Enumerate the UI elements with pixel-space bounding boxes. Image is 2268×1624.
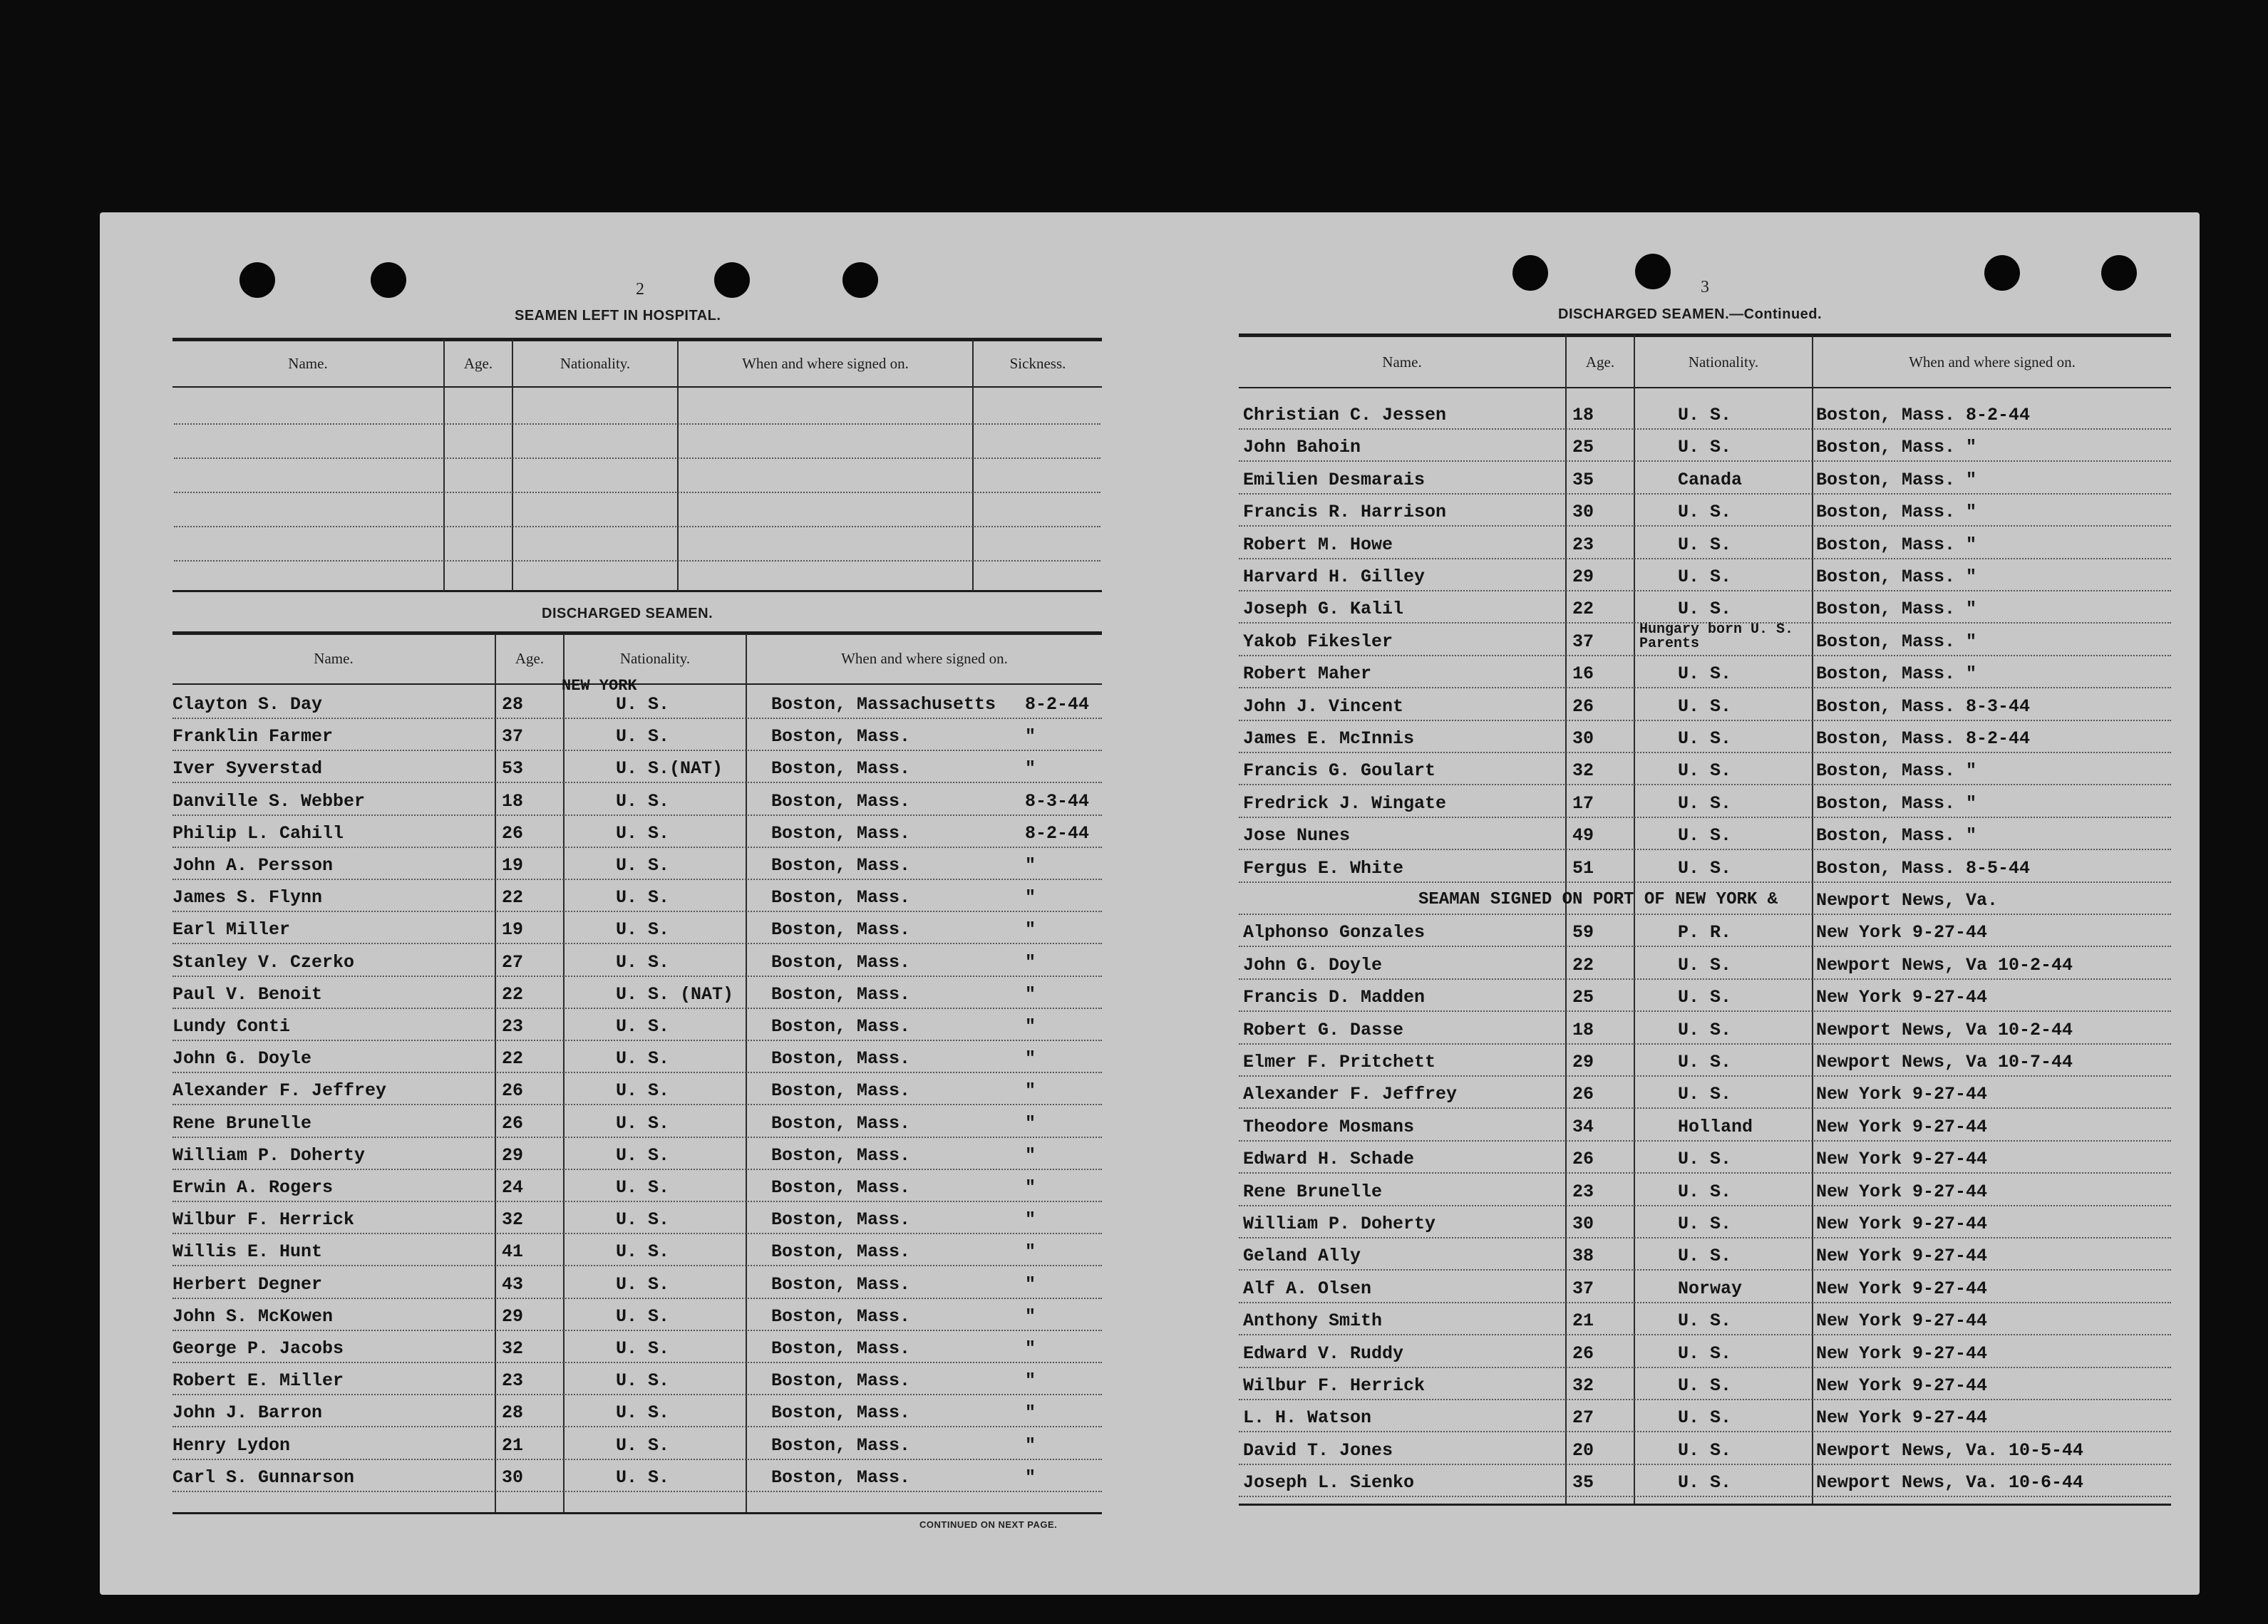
signed-date: ": [1025, 1080, 1036, 1101]
signed-date: 8-3-44: [1025, 791, 1090, 812]
seaman-age: 27: [1572, 1407, 1594, 1428]
new-york-stamp: NEW YORK: [562, 677, 637, 695]
seaman-name: John J. Barron: [172, 1402, 323, 1423]
seaman-age: 29: [502, 1306, 524, 1327]
seaman-nationality: U. S.: [1678, 728, 1732, 749]
seaman-age: 30: [1572, 1214, 1594, 1234]
seaman-name: Robert Maher: [1243, 663, 1372, 684]
seaman-nationality: U. S.: [616, 1435, 670, 1456]
hospital-header-age: Age.: [463, 355, 493, 372]
signed-on: New York 9-27-44: [1816, 1149, 1988, 1169]
seaman-age: 26: [502, 823, 524, 844]
page-number-left: 2: [636, 280, 644, 299]
signed-date: ": [1025, 1177, 1036, 1198]
seaman-name: John G. Doyle: [172, 1048, 312, 1069]
punch-hole: [239, 262, 275, 298]
seaman-name: William P. Doherty: [172, 1145, 366, 1166]
signed-on: New York 9-27-44: [1816, 1278, 1988, 1299]
signed-on: New York 9-27-44: [1816, 1407, 1988, 1428]
signed-on: Boston, Mass. ": [1816, 534, 1977, 555]
seaman-nationality: U. S.: [616, 1080, 670, 1101]
seaman-age: 21: [1572, 1310, 1594, 1331]
seaman-nationality: U. S.: [1678, 1214, 1732, 1234]
seaman-nationality: U. S.: [616, 1016, 670, 1037]
seaman-age: 59: [1572, 922, 1594, 943]
seaman-age: 26: [1572, 696, 1594, 717]
seaman-nationality: U. S.: [1678, 405, 1732, 425]
signed-place: Boston, Mass.: [771, 1435, 911, 1456]
seaman-name: Rene Brunelle: [172, 1113, 312, 1134]
seaman-name: Harvard H. Gilley: [1243, 567, 1426, 587]
seaman-name: Joseph L. Sienko: [1243, 1472, 1415, 1493]
signed-place: Boston, Mass.: [771, 1467, 911, 1488]
seaman-age: 22: [502, 887, 524, 908]
seaman-nationality: U. S.: [1678, 1084, 1732, 1105]
seaman-nationality: U. S.: [1678, 955, 1732, 976]
seaman-name: William P. Doherty: [1243, 1214, 1436, 1234]
signed-date: ": [1025, 1145, 1036, 1166]
seaman-age: 28: [502, 694, 524, 715]
seaman-age: 23: [1572, 534, 1594, 555]
signed-on: New York 9-27-44: [1816, 1375, 1988, 1396]
signed-place: Boston, Mass.: [771, 823, 911, 844]
seaman-nationality: U. S.: [1678, 1472, 1732, 1493]
seaman-nationality: U. S.: [1678, 1020, 1732, 1040]
signed-place: Boston, Mass.: [771, 1080, 911, 1101]
seaman-age: 19: [502, 919, 524, 940]
punch-hole: [371, 262, 406, 298]
seaman-age: 37: [1572, 631, 1594, 652]
seaman-age: 41: [502, 1241, 524, 1262]
signed-place: Boston, Mass.: [771, 887, 911, 908]
seaman-nationality: U. S.: [616, 919, 670, 940]
signed-on: Newport News, Va. 10-6-44: [1816, 1472, 2084, 1493]
continued-note: CONTINUED ON NEXT PAGE.: [919, 1519, 1058, 1530]
hospital-header-name: Name.: [288, 355, 328, 372]
punch-hole: [1635, 254, 1671, 289]
signed-on: New York 9-27-44: [1816, 987, 1988, 1008]
signed-place: Boston, Mass.: [771, 1370, 911, 1391]
seaman-name: Iver Syverstad: [172, 758, 323, 779]
seaman-name: Francis D. Madden: [1243, 987, 1426, 1008]
punch-hole: [1984, 255, 2020, 291]
seaman-age: 26: [1572, 1084, 1594, 1105]
seaman-name: Carl S. Gunnarson: [172, 1467, 355, 1488]
signed-date: ": [1025, 1306, 1036, 1327]
signed-on: New York 9-27-44: [1816, 1117, 1988, 1137]
signed-place: Boston, Massachusetts: [771, 694, 996, 715]
punch-hole: [2101, 255, 2137, 291]
discharged-header-name: Name.: [314, 650, 354, 667]
seaman-name: Philip L. Cahill: [172, 823, 344, 844]
signed-date: ": [1025, 1274, 1036, 1295]
seaman-nationality: U. S.(NAT): [616, 758, 723, 779]
seaman-name: John Bahoin: [1243, 437, 1361, 457]
right-header-nationality: Nationality.: [1688, 353, 1759, 371]
seaman-age: 24: [502, 1177, 524, 1198]
seaman-nationality: U. S.: [616, 1402, 670, 1423]
right-header-age: Age.: [1585, 353, 1615, 371]
seaman-age: 51: [1572, 858, 1594, 879]
signed-date: ": [1025, 855, 1036, 876]
seaman-nationality: U. S.: [1678, 534, 1732, 555]
seaman-age: 30: [502, 1467, 524, 1488]
seaman-age: 29: [1572, 1052, 1594, 1072]
signed-on: New York 9-27-44: [1816, 1084, 1988, 1105]
seaman-name: L. H. Watson: [1243, 1407, 1372, 1428]
seaman-nationality: U. S.: [1678, 663, 1732, 684]
seaman-nationality: U. S.: [1678, 437, 1732, 457]
signed-on: New York 9-27-44: [1816, 1214, 1988, 1234]
port-banner: SEAMAN SIGNED ON PORT OF NEW YORK &: [1418, 890, 1778, 909]
signed-on: Boston, Mass. 8-5-44: [1816, 858, 2031, 879]
seaman-nationality: U. S.: [616, 1145, 670, 1166]
seaman-nationality: U. S.: [616, 952, 670, 973]
signed-on: Boston, Mass. ": [1816, 502, 1977, 522]
seaman-age: 35: [1572, 1472, 1594, 1493]
signed-date: ": [1025, 1113, 1036, 1134]
seaman-name: James S. Flynn: [172, 887, 323, 908]
signed-place: Boston, Mass.: [771, 855, 911, 876]
right-header-signed: When and where signed on.: [1909, 353, 2076, 371]
seaman-nationality: U. S.: [616, 1209, 670, 1230]
signed-on: Boston, Mass. ": [1816, 437, 1977, 457]
seaman-name: Francis R. Harrison: [1243, 502, 1447, 522]
seaman-name: Fredrick J. Wingate: [1243, 793, 1447, 814]
seaman-age: 18: [1572, 405, 1594, 425]
seaman-name: Alf A. Olsen: [1243, 1278, 1372, 1299]
discharged-continued-title: DISCHARGED SEAMEN.—Continued.: [1558, 306, 1823, 322]
signed-place: Boston, Mass.: [771, 1402, 911, 1423]
seaman-age: 25: [1572, 437, 1594, 457]
seaman-name: Edward V. Ruddy: [1243, 1343, 1404, 1364]
seaman-nationality: Hungary born U. S. Parents: [1639, 621, 1794, 652]
signed-on: Boston, Mass. ": [1816, 631, 1977, 652]
seaman-nationality: U. S.: [1678, 1440, 1732, 1461]
signed-place: Boston, Mass.: [771, 919, 911, 940]
seaman-name: Emilien Desmarais: [1243, 470, 1426, 490]
signed-date: ": [1025, 919, 1036, 940]
seaman-name: Wilbur F. Herrick: [1243, 1375, 1426, 1396]
seaman-nationality: U. S.: [1678, 987, 1732, 1008]
seaman-name: Robert G. Dasse: [1243, 1020, 1404, 1040]
signed-on: Boston, Mass. 8-3-44: [1816, 696, 2031, 717]
signed-on: Boston, Mass. ": [1816, 567, 1977, 587]
signed-on: Newport News, Va 10-7-44: [1816, 1052, 2073, 1072]
seaman-age: 22: [1572, 955, 1594, 976]
discharged-header-nationality: Nationality.: [619, 650, 691, 667]
discharged-section-title: DISCHARGED SEAMEN.: [542, 606, 713, 621]
seaman-age: 21: [502, 1435, 524, 1456]
signed-place: Boston, Mass.: [771, 1209, 911, 1230]
seaman-name: Francis G. Goulart: [1243, 760, 1436, 781]
seaman-age: 29: [502, 1145, 524, 1166]
seaman-name: Yakob Fikesler: [1243, 631, 1393, 652]
seaman-nationality: U. S.: [616, 791, 670, 812]
seaman-name: Alexander F. Jeffrey: [1243, 1084, 1458, 1105]
seaman-name: Edward H. Schade: [1243, 1149, 1415, 1169]
hospital-header-nationality: Nationality.: [560, 355, 631, 372]
seaman-nationality: U. S.: [616, 1274, 670, 1295]
seaman-nationality: U. S.: [1678, 567, 1732, 587]
seaman-nationality: U. S.: [616, 1306, 670, 1327]
seaman-name: Robert E. Miller: [172, 1370, 344, 1391]
hospital-header-signed: When and where signed on.: [742, 355, 909, 372]
seaman-name: John G. Doyle: [1243, 955, 1383, 976]
signed-place: Boston, Mass.: [771, 1016, 911, 1037]
seaman-nationality: U. S.: [1678, 1375, 1732, 1396]
signed-date: ": [1025, 952, 1036, 973]
seaman-name: Anthony Smith: [1243, 1310, 1383, 1331]
seaman-name: Erwin A. Rogers: [172, 1177, 334, 1198]
seaman-nationality: U. S.: [1678, 1149, 1732, 1169]
seaman-name: Danville S. Webber: [172, 791, 366, 812]
seaman-age: 30: [1572, 728, 1594, 749]
signed-on: New York 9-27-44: [1816, 1343, 1988, 1364]
seaman-age: 22: [502, 984, 524, 1005]
seaman-name: Elmer F. Pritchett: [1243, 1052, 1436, 1072]
seaman-nationality: U. S.: [1678, 1246, 1732, 1266]
signed-on: Newport News, Va 10-2-44: [1816, 955, 2073, 976]
signed-on: Boston, Mass. 8-2-44: [1816, 728, 2031, 749]
signed-date: ": [1025, 1370, 1036, 1391]
seaman-nationality: U. S.: [1678, 696, 1732, 717]
seaman-age: 32: [1572, 1375, 1594, 1396]
page-number-right: 3: [1701, 278, 1709, 296]
seaman-age: 49: [1572, 825, 1594, 846]
signed-date: 8-2-44: [1025, 694, 1090, 715]
signed-date: ": [1025, 1241, 1036, 1262]
seaman-nationality: P. R.: [1678, 922, 1732, 943]
seaman-name: Alphonso Gonzales: [1243, 922, 1426, 943]
seaman-age: 53: [502, 758, 524, 779]
seaman-name: Stanley V. Czerko: [172, 952, 355, 973]
seaman-nationality: U. S.: [616, 887, 670, 908]
seaman-age: 18: [1572, 1020, 1594, 1040]
signed-date: ": [1025, 984, 1036, 1005]
signed-place: Boston, Mass.: [771, 1274, 911, 1295]
signed-place: Boston, Mass.: [771, 726, 911, 747]
seaman-nationality: Holland: [1678, 1117, 1753, 1137]
punch-hole: [842, 262, 878, 298]
signed-on: Boston, Mass. ": [1816, 470, 1977, 490]
seaman-name: John A. Persson: [172, 855, 334, 876]
seaman-age: 23: [502, 1370, 524, 1391]
signed-date: ": [1025, 1467, 1036, 1488]
seaman-age: 37: [502, 726, 524, 747]
seaman-age: 26: [1572, 1149, 1594, 1169]
seaman-name: Franklin Farmer: [172, 726, 334, 747]
signed-place: Boston, Mass.: [771, 1145, 911, 1166]
seaman-age: 23: [1572, 1181, 1594, 1202]
signed-on: Newport News, Va 10-2-44: [1816, 1020, 2073, 1040]
signed-on: New York 9-27-44: [1816, 1310, 1988, 1331]
seaman-name: Theodore Mosmans: [1243, 1117, 1415, 1137]
signed-on: Boston, Mass. ": [1816, 760, 1977, 781]
seaman-age: 32: [502, 1338, 524, 1359]
seaman-age: 22: [1572, 599, 1594, 619]
seaman-age: 17: [1572, 793, 1594, 814]
seaman-name: Fergus E. White: [1243, 858, 1404, 879]
signed-date: ": [1025, 1209, 1036, 1230]
seaman-name: Henry Lydon: [172, 1435, 291, 1456]
seaman-nationality: U. S.: [1678, 858, 1732, 879]
seaman-name: John S. McKowen: [172, 1306, 334, 1327]
seaman-nationality: Canada: [1678, 470, 1743, 490]
hospital-section-title: SEAMEN LEFT IN HOSPITAL.: [515, 308, 721, 324]
seaman-name: Rene Brunelle: [1243, 1181, 1383, 1202]
signed-place: Boston, Mass.: [771, 1177, 911, 1198]
seaman-age: 25: [1572, 987, 1594, 1008]
hospital-header-sickness: Sickness.: [1009, 355, 1066, 372]
discharged-header-age: Age.: [515, 650, 545, 667]
seaman-name: David T. Jones: [1243, 1440, 1393, 1461]
seaman-name: Earl Miller: [172, 919, 291, 940]
signed-on: Boston, Mass. ": [1816, 599, 1977, 619]
signed-place: Boston, Mass.: [771, 758, 911, 779]
seaman-age: 26: [502, 1113, 524, 1134]
seaman-age: 35: [1572, 470, 1594, 490]
signed-date: ": [1025, 1048, 1036, 1069]
seaman-name: Alexander F. Jeffrey: [172, 1080, 387, 1101]
seaman-name: Robert M. Howe: [1243, 534, 1393, 555]
signed-place: Boston, Mass.: [771, 1241, 911, 1262]
seaman-name: Lundy Conti: [172, 1016, 291, 1037]
seaman-nationality: U. S.: [1678, 1052, 1732, 1072]
seaman-name: James E. McInnis: [1243, 728, 1415, 749]
signed-on: Boston, Mass. ": [1816, 663, 1977, 684]
seaman-age: 26: [502, 1080, 524, 1101]
seaman-age: 29: [1572, 567, 1594, 587]
seaman-age: 26: [1572, 1343, 1594, 1364]
seaman-age: 34: [1572, 1117, 1594, 1137]
signed-on: Newport News, Va. 10-5-44: [1816, 1440, 2084, 1461]
seaman-name: Geland Ally: [1243, 1246, 1361, 1266]
seaman-nationality: U. S.: [1678, 1310, 1732, 1331]
signed-on: New York 9-27-44: [1816, 1246, 1988, 1266]
document-sheet: [100, 212, 2200, 1595]
seaman-nationality: U. S.: [1678, 825, 1732, 846]
seaman-nationality: U. S.: [616, 694, 670, 715]
seaman-nationality: U. S.: [616, 1113, 670, 1134]
seaman-age: 43: [502, 1274, 524, 1295]
seaman-name: Herbert Degner: [172, 1274, 323, 1295]
seaman-nationality: U. S.: [616, 1370, 670, 1391]
seaman-nationality: U. S.: [1678, 502, 1732, 522]
signed-place: Boston, Mass.: [771, 1306, 911, 1327]
signed-date: ": [1025, 1338, 1036, 1359]
seaman-name: Paul V. Benoit: [172, 984, 323, 1005]
seaman-name: Christian C. Jessen: [1243, 405, 1447, 425]
right-header-name: Name.: [1382, 353, 1422, 371]
seaman-name: Jose Nunes: [1243, 825, 1351, 846]
seaman-nationality: U. S.: [616, 1048, 670, 1069]
signed-date: ": [1025, 1016, 1036, 1037]
signed-place: Boston, Mass.: [771, 791, 911, 812]
seaman-nationality: U. S.: [616, 1467, 670, 1488]
signed-date: ": [1025, 1435, 1036, 1456]
seaman-age: 22: [502, 1048, 524, 1069]
signed-date: ": [1025, 758, 1036, 779]
seaman-name: Joseph G. Kalil: [1243, 599, 1404, 619]
seaman-nationality: U. S.: [1678, 1343, 1732, 1364]
seaman-age: 37: [1572, 1278, 1594, 1299]
seaman-age: 32: [1572, 760, 1594, 781]
signed-place: Boston, Mass.: [771, 1048, 911, 1069]
seaman-age: 18: [502, 791, 524, 812]
signed-on: Newport News, Va.: [1816, 890, 1999, 911]
signed-place: Boston, Mass.: [771, 1338, 911, 1359]
seaman-age: 20: [1572, 1440, 1594, 1461]
signed-on: Boston, Mass. ": [1816, 793, 1977, 814]
seaman-nationality: U. S.: [1678, 1407, 1732, 1428]
seaman-nationality: U. S.: [616, 1338, 670, 1359]
discharged-header-signed: When and where signed on.: [841, 650, 1008, 667]
seaman-name: Clayton S. Day: [172, 694, 323, 715]
punch-hole: [1512, 255, 1548, 291]
seaman-nationality: U. S.: [1678, 760, 1732, 781]
seaman-nationality: U. S.: [1678, 599, 1732, 619]
signed-date: ": [1025, 887, 1036, 908]
seaman-age: 32: [502, 1209, 524, 1230]
seaman-name: Wilbur F. Herrick: [172, 1209, 355, 1230]
seaman-age: 16: [1572, 663, 1594, 684]
signed-date: ": [1025, 726, 1036, 747]
signed-on: New York 9-27-44: [1816, 922, 1988, 943]
signed-on: Boston, Mass. ": [1816, 825, 1977, 846]
signed-on: New York 9-27-44: [1816, 1181, 1988, 1202]
signed-date: 8-2-44: [1025, 823, 1090, 844]
seaman-age: 23: [502, 1016, 524, 1037]
punch-hole: [714, 262, 750, 298]
seaman-name: George P. Jacobs: [172, 1338, 344, 1359]
signed-place: Boston, Mass.: [771, 952, 911, 973]
seaman-age: 30: [1572, 502, 1594, 522]
seaman-nationality: U. S. (NAT): [616, 984, 734, 1005]
signed-on: Boston, Mass. 8-2-44: [1816, 405, 2031, 425]
seaman-nationality: U. S.: [1678, 793, 1732, 814]
seaman-nationality: U. S.: [616, 855, 670, 876]
seaman-name: Willis E. Hunt: [172, 1241, 323, 1262]
seaman-nationality: U. S.: [616, 823, 670, 844]
seaman-nationality: U. S.: [616, 1177, 670, 1198]
seaman-age: 28: [502, 1402, 524, 1423]
signed-place: Boston, Mass.: [771, 984, 911, 1005]
seaman-age: 27: [502, 952, 524, 973]
signed-date: ": [1025, 1402, 1036, 1423]
seaman-nationality: U. S.: [616, 1241, 670, 1262]
signed-place: Boston, Mass.: [771, 1113, 911, 1134]
seaman-nationality: Norway: [1678, 1278, 1743, 1299]
seaman-name: John J. Vincent: [1243, 696, 1404, 717]
seaman-age: 38: [1572, 1246, 1594, 1266]
seaman-nationality: U. S.: [1678, 1181, 1732, 1202]
seaman-age: 19: [502, 855, 524, 876]
seaman-nationality: U. S.: [616, 726, 670, 747]
